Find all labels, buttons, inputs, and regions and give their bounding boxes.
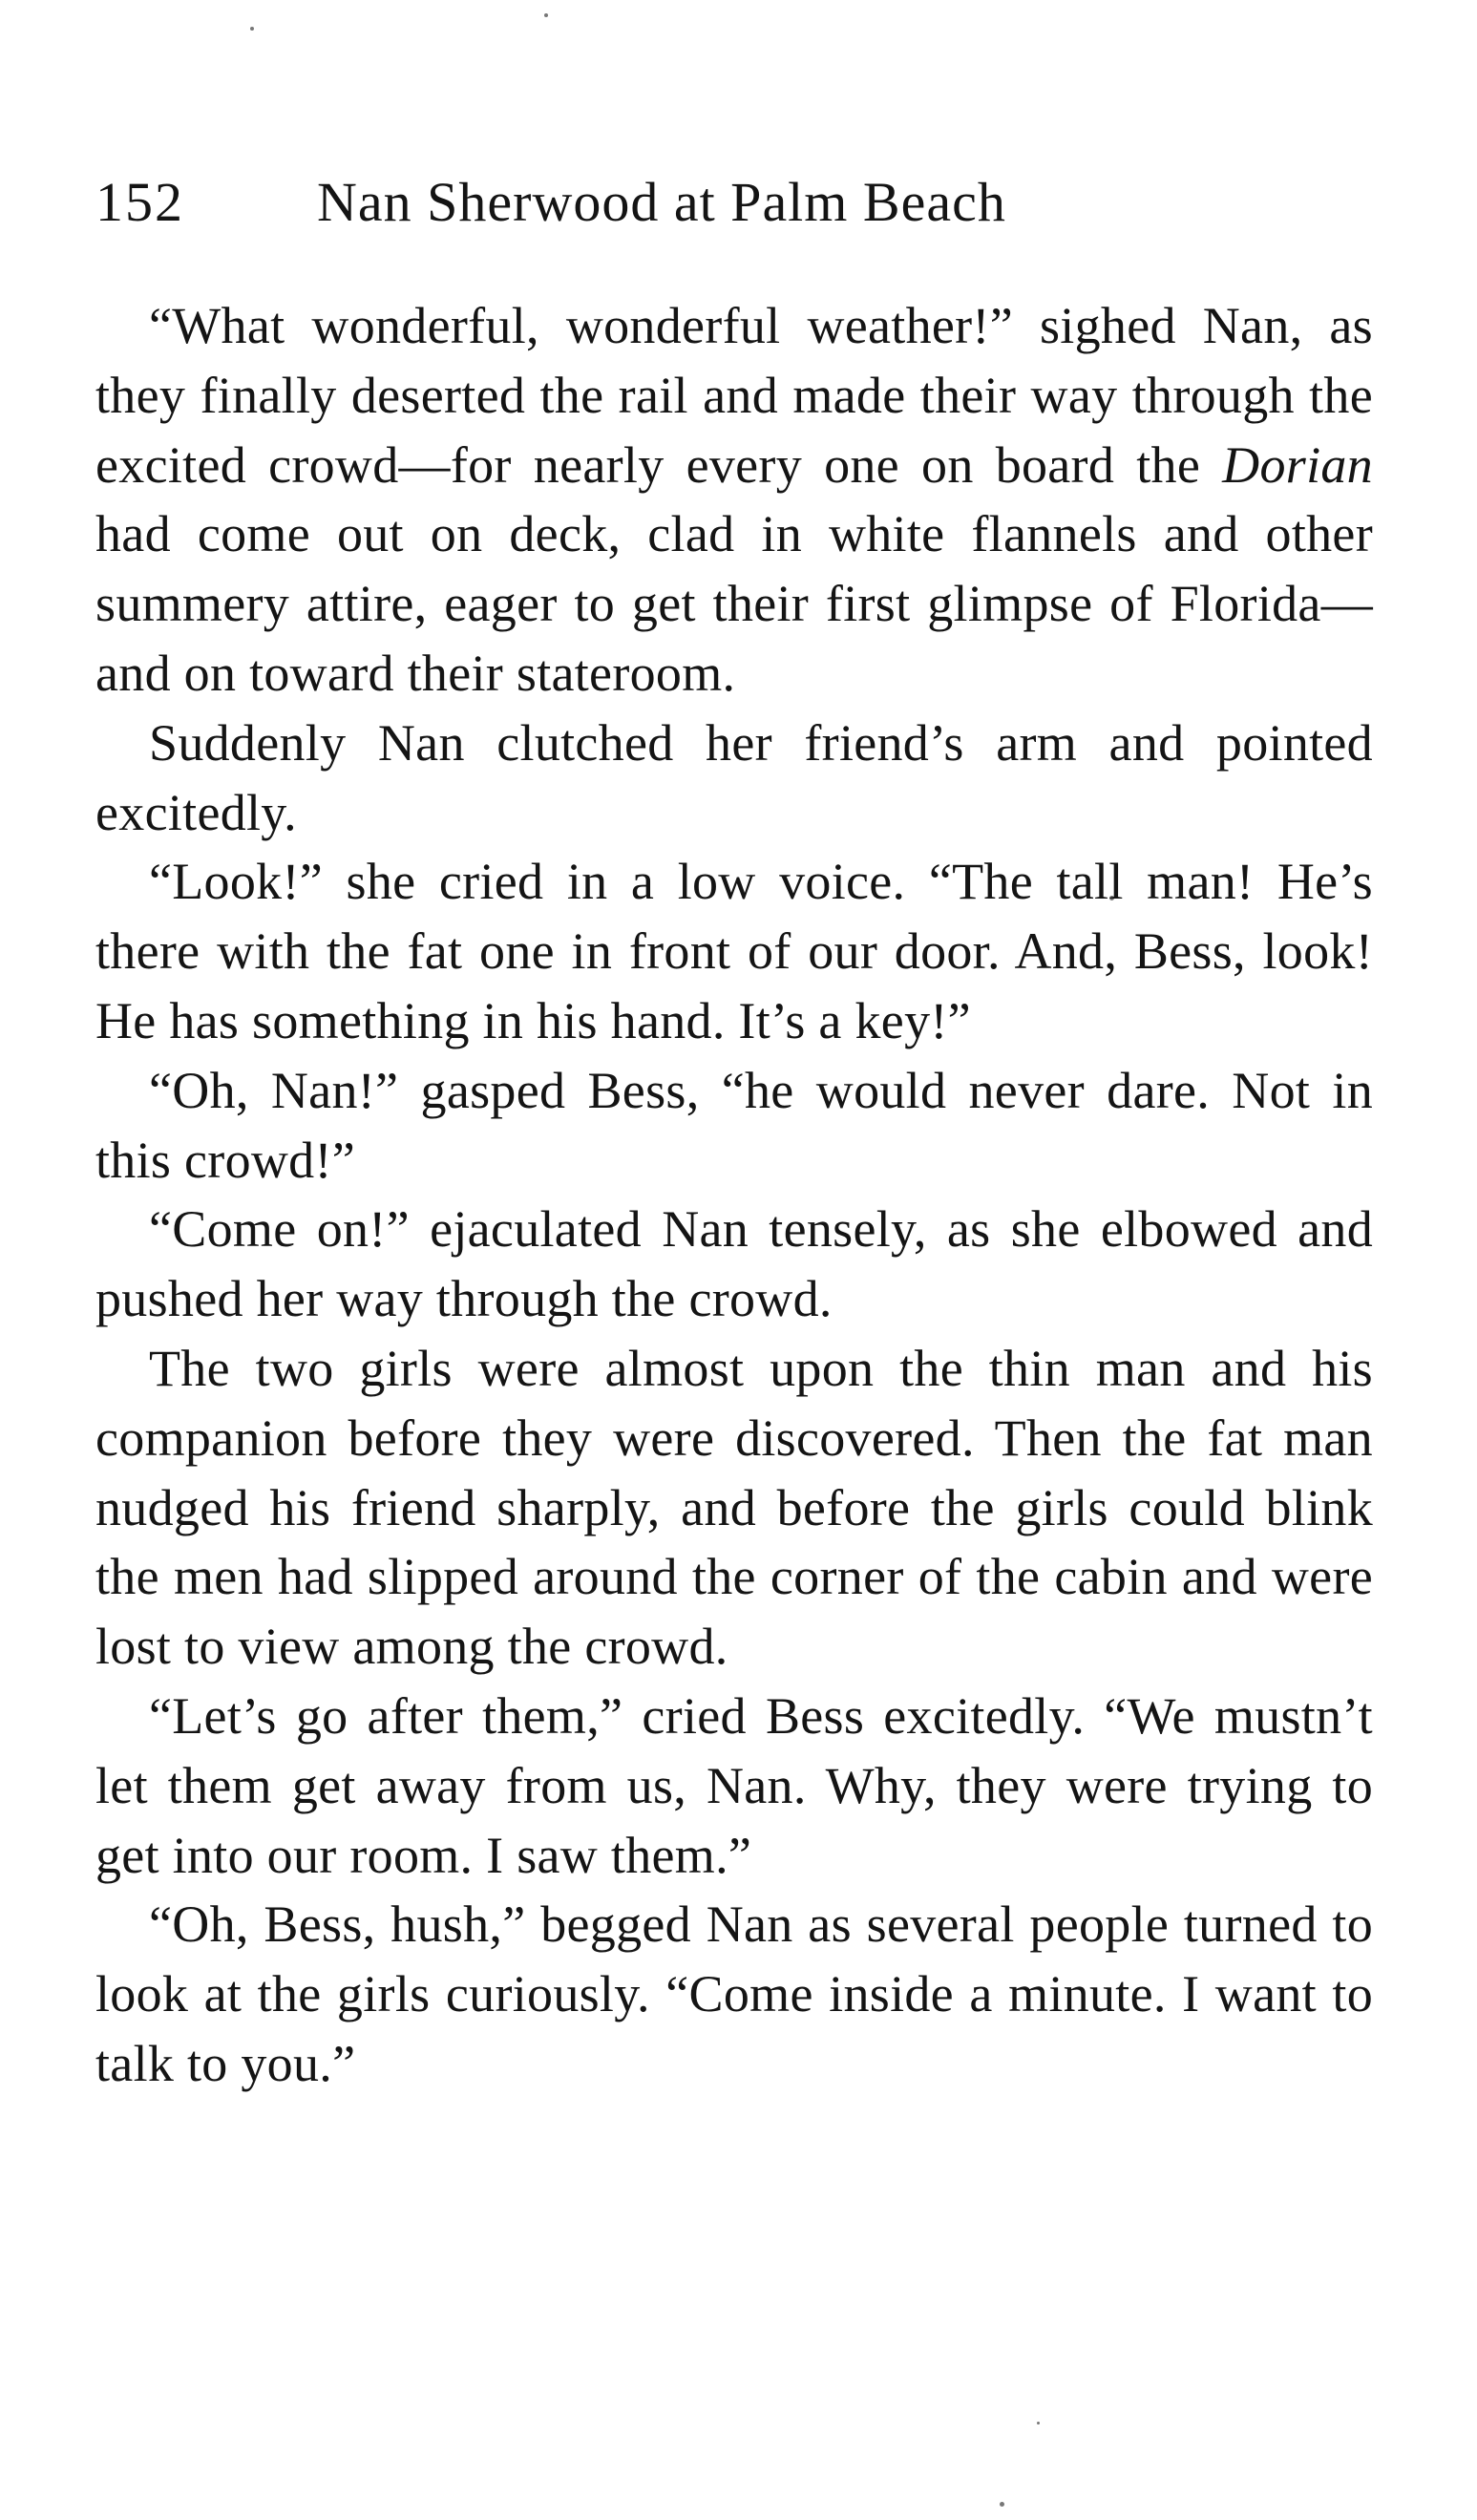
paragraph-text: “What wonderful, wonderful weather!” sighed Nan, as they finally deserted the rail and made their way through the excited crowd—for nearly every one on board the xyxy=(95,297,1373,494)
body-text xyxy=(95,291,1373,2099)
paragraph xyxy=(95,291,1373,709)
paragraph: “Let’s go after them,” cried Bess excitedly. “We mustn’t let them get away from us, Nan. Why, they were trying to get into our room. I saw them.” xyxy=(95,1686,1373,1884)
page-number: 152 xyxy=(95,171,184,233)
paper-speck xyxy=(544,13,548,17)
paper-speck xyxy=(250,27,254,31)
paragraph: “Come on!” ejaculated Nan tensely, as she elbowed and pushed her way through the crowd. xyxy=(95,1200,1373,1328)
paragraph: “Oh, Nan!” gasped Bess, “he would never dare. Not in this crowd!” xyxy=(95,1061,1373,1189)
ship-name: Dorian xyxy=(1222,435,1373,494)
paragraph-text: had come out on deck, clad in white flannels and other summery attire, eager to get their first glimpse of Florida—and on toward their stateroom. xyxy=(95,505,1373,702)
paragraph: “Look!” she cried in a low voice. “The tall man! He’s there with the fat one in front of our door. And, Bess, look! He has something in his hand. It’s a key!” xyxy=(95,853,1373,1049)
running-title: Nan Sherwood at Palm Beach xyxy=(317,171,1006,233)
paragraph: Suddenly Nan clutched her friend’s arm and pointed excitedly. xyxy=(95,713,1373,841)
paper-speck xyxy=(1000,2502,1004,2507)
page-header xyxy=(95,170,1375,256)
paper-speck xyxy=(1037,2422,1040,2425)
paragraph: “Oh, Bess, hush,” begged Nan as several people turned to look at the girls curiously. “Come inside a minute. I want to talk to you.” xyxy=(95,1895,1373,2092)
paragraph: The two girls were almost upon the thin man and his companion before they were discovered. Then the fat man nudged his friend sharply, and before the girls could blink the men had slipped around the corner of the cabin and were lost to view among the crowd. xyxy=(95,1339,1373,1676)
